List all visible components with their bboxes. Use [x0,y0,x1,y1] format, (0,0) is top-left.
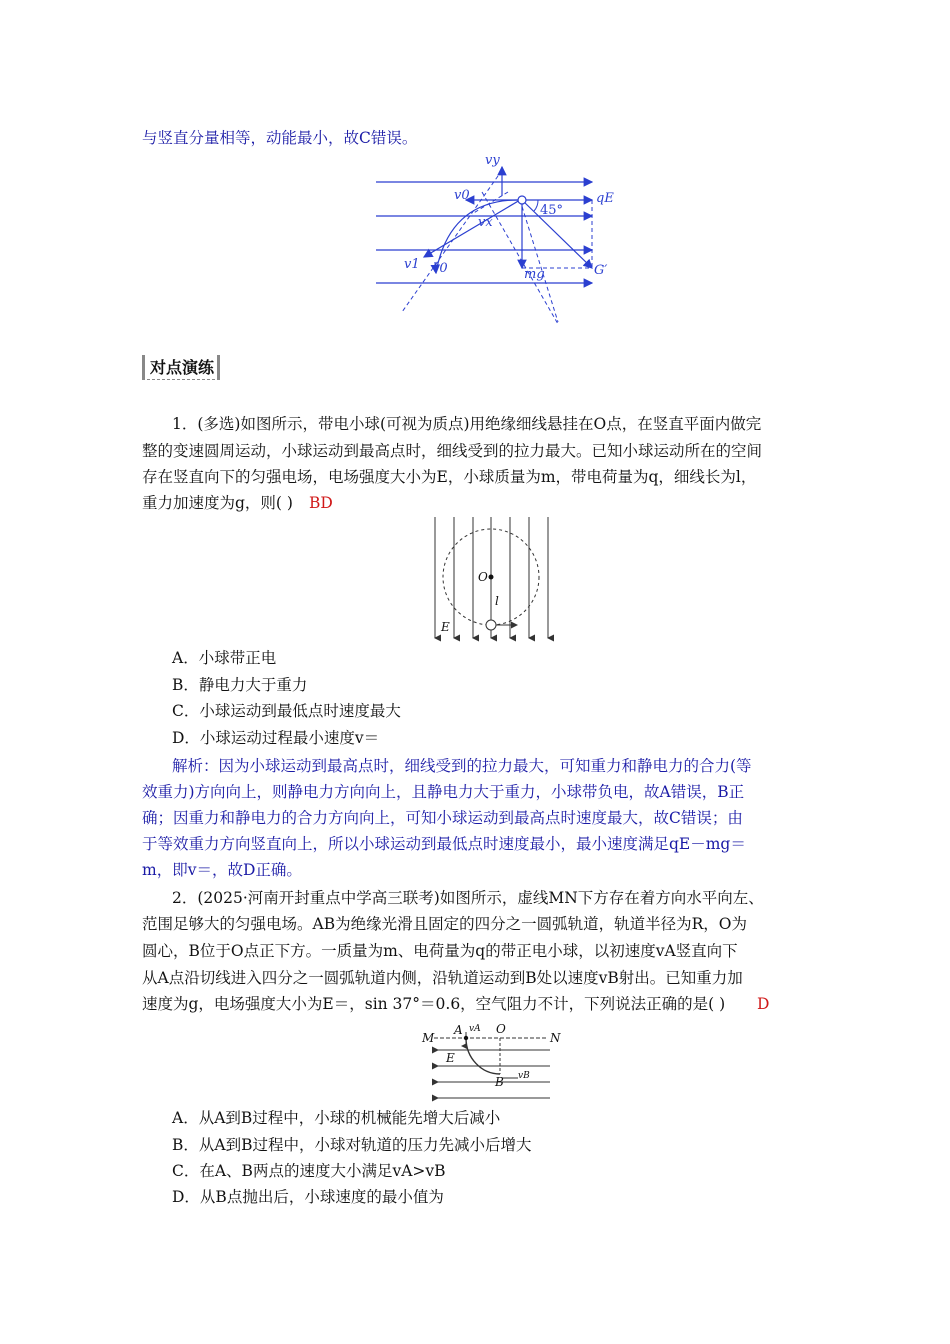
q1-analysis-line-5: m，即v＝，故D正确。 [142,861,302,879]
label-vA: vA [469,1024,481,1034]
q2-option-a: A．从A到B过程中，小球的机械能先增大后减小 [172,1109,501,1127]
q1-answer: BD [309,494,333,512]
label-B: B [495,1075,504,1089]
q2-line-4: 从A点沿切线进入四分之一圆弧轨道内侧，沿轨道运动到B处以速度vB射出。已知重力加 [142,969,743,987]
label-v0: v0 [454,188,470,203]
q1-analysis-line-4: 于等效重力方向竖直向上，所以小球运动到最低点时速度最小，最小速度满足qE－mg＝ [142,835,746,853]
q1-analysis-line-2: 效重力)方向向上，则静电力方向向上，且静电力大于重力，小球带负电，故A错误，B正 [142,783,745,801]
label-A: A [454,1023,463,1037]
arc-track-diagram [420,1020,570,1105]
label-l: l [495,594,499,608]
q2-option-d: D．从B点抛出后，小球速度的最小值为 [172,1188,444,1206]
point-O [489,575,494,580]
dashed-line [402,176,498,312]
q2-option-b: B．从A到B过程中，小球对轨道的压力先减小后增大 [172,1136,532,1154]
label-qE: qE [596,191,614,206]
q1-analysis-line-3: 确；因重力和静电力的合力方向向上，可知小球运动到最高点时速度最大，故C错误；由 [142,809,743,827]
q2-answer: D [757,995,770,1013]
q1-line-3: 存在竖直向下的匀强电场，电场强度大小为E，小球质量为m，带电荷量为q，细线长为l， [142,468,757,486]
q1-line-4: 重力加速度为g，则( ) [142,494,293,512]
point-A [464,1036,468,1040]
q1-option-a: A．小球带正电 [172,649,277,667]
label-vx: vx [478,215,493,230]
label-mg: mg [524,267,545,282]
label-v1: v1 [404,257,420,272]
circular-motion-diagram [425,513,560,645]
label-angle: 45° [540,203,564,218]
q2-line-3: 圆心，B位于O点正下方。一质量为m、电荷量为q的带正电小球，以初速度vA竖直向下 [142,942,738,960]
arc-track [466,1038,500,1074]
label-G: G′ [594,263,608,278]
label-M: M [422,1031,435,1045]
label-v0-bottom: v0 [432,261,448,276]
label-vB: vB [518,1071,530,1081]
q1-option-d: D．小球运动过程最小速度v＝ [172,729,380,747]
label-O: O [478,570,488,584]
dashed-line [520,200,558,322]
q2-option-c: C．在A、B两点的速度大小满足vA>vB [172,1162,446,1180]
q1-line-2: 整的变速圆周运动，小球运动到最高点时，细线受到的拉力最大。已知小球运动所在的空间 [142,442,763,460]
ball [518,196,526,204]
ball [486,620,496,630]
label-E: E [446,1051,455,1065]
label-N: N [550,1031,561,1045]
q2-line-2: 范围足够大的匀强电场。AB为绝缘光滑且固定的四分之一圆弧轨道，轨道半径为R，O为 [142,915,747,933]
label-E: E [441,620,450,634]
q1-option-c: C．小球运动到最低点时速度最大 [172,702,401,720]
v1-vector [424,200,520,257]
section-heading: 对点演练 [142,355,220,380]
q1-line-1: 1．(多选)如图所示，带电小球(可视为质点)用绝缘细线悬挂在O点，在竖直平面内做完 [172,415,762,433]
q2-line-1: 2．(2025·河南开封重点中学高三联考)如图所示，虚线MN下方存在着方向水平向左、 [172,889,764,907]
velocity-force-diagram [370,152,630,332]
analysis-continuation: 与竖直分量相等，动能最小，故C错误。 [142,129,418,147]
q1-analysis-line-1: 解析：因为小球运动到最高点时，细线受到的拉力最大，可知重力和静电力的合力(等 [172,757,752,775]
q2-line-5: 速度为g，电场强度大小为E＝，sin 37°＝0.6，空气阻力不计，下列说法正确的是( ) [142,995,726,1013]
label-O: O [496,1022,506,1036]
q1-option-b: B．静电力大于重力 [172,676,308,694]
label-vy: vy [485,153,500,168]
